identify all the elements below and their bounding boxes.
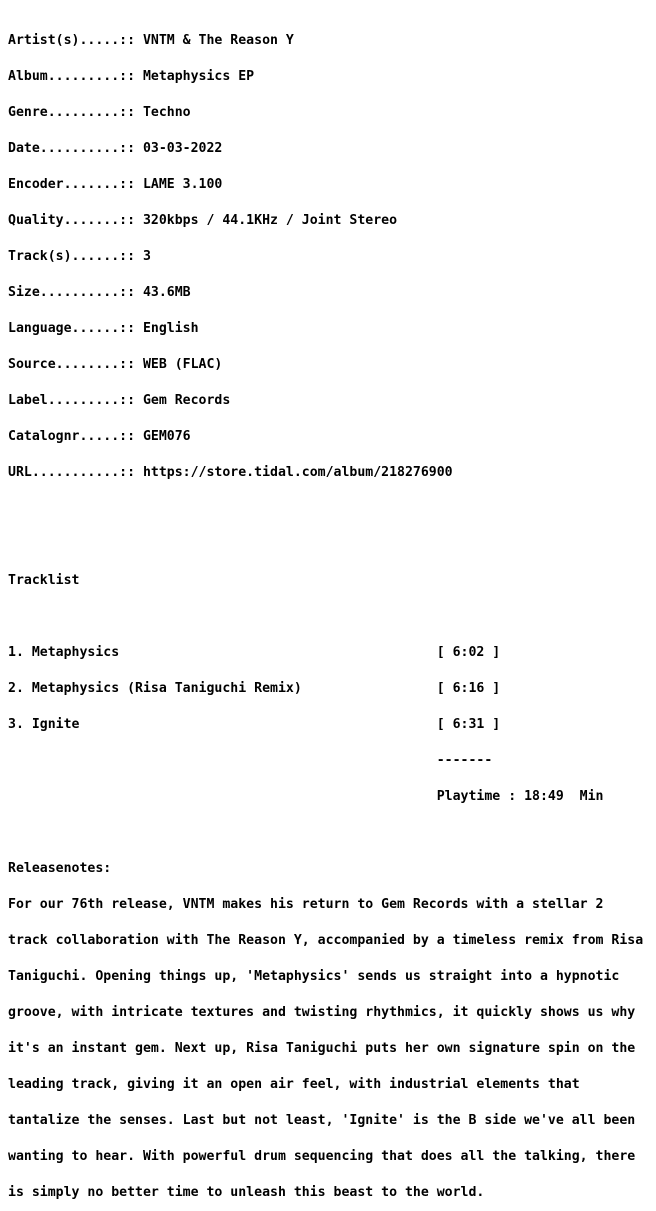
nfo-text	[8, 11, 643, 1211]
blank-line	[8, 611, 643, 623]
releasenotes-line: For our 76th release, VNTM makes his return to Gem Records with a stellar 2	[8, 897, 604, 912]
track-row-1: 1. Metaphysics [ 6:02 ]	[8, 645, 501, 660]
releasenotes-line: is simply no better time to unleash this beast to the world.	[8, 1185, 485, 1200]
releasenotes-heading: Releasenotes:	[8, 861, 112, 876]
line-catalognr: Catalognr.....:: GEM076	[8, 429, 191, 444]
line-language: Language......:: English	[8, 321, 199, 336]
releasenotes-line: track collaboration with The Reason Y, accompanied by a timeless remix from Risa	[8, 933, 644, 948]
line-artist: Artist(s).....:: VNTM & The Reason Y	[8, 33, 294, 48]
blank-line	[8, 827, 643, 839]
line-date: Date..........:: 03-03-2022	[8, 141, 223, 156]
track-row-2: 2. Metaphysics (Risa Taniguchi Remix) [ 6:16 ]	[8, 681, 501, 696]
releasenotes-line: it's an instant gem. Next up, Risa Taniguchi puts her own signature spin on the	[8, 1041, 636, 1056]
tracklist-heading: Tracklist	[8, 573, 80, 588]
line-genre: Genre.........:: Techno	[8, 105, 191, 120]
releasenotes-line: Taniguchi. Opening things up, 'Metaphysics' sends us straight into a hypnotic	[8, 969, 620, 984]
playtime-total: Playtime : 18:49 Min	[8, 789, 604, 804]
releasenotes-line: leading track, giving it an open air feel, with industrial elements that	[8, 1077, 580, 1092]
total-separator: -------	[8, 753, 493, 768]
releasenotes-line: wanting to hear. With powerful drum sequencing that does all the talking, there	[8, 1149, 636, 1164]
blank-line	[8, 503, 643, 515]
line-label: Label.........:: Gem Records	[8, 393, 231, 408]
line-tracks: Track(s)......:: 3	[8, 249, 151, 264]
line-source: Source........:: WEB (FLAC)	[8, 357, 223, 372]
releasenotes-line: groove, with intricate textures and twisting rhythmics, it quickly shows us why	[8, 1005, 636, 1020]
track-row-3: 3. Ignite [ 6:31 ]	[8, 717, 501, 732]
line-album: Album.........:: Metaphysics EP	[8, 69, 255, 84]
line-quality: Quality.......:: 320kbps / 44.1KHz / Joint Stereo	[8, 213, 398, 228]
line-size: Size..........:: 43.6MB	[8, 285, 191, 300]
line-url: URL...........:: https://store.tidal.com/album/218276900	[8, 465, 453, 480]
blank-line	[8, 539, 643, 551]
releasenotes-line: tantalize the senses. Last but not least, 'Ignite' is the B side we've all been	[8, 1113, 636, 1128]
line-encoder: Encoder.......:: LAME 3.100	[8, 177, 223, 192]
